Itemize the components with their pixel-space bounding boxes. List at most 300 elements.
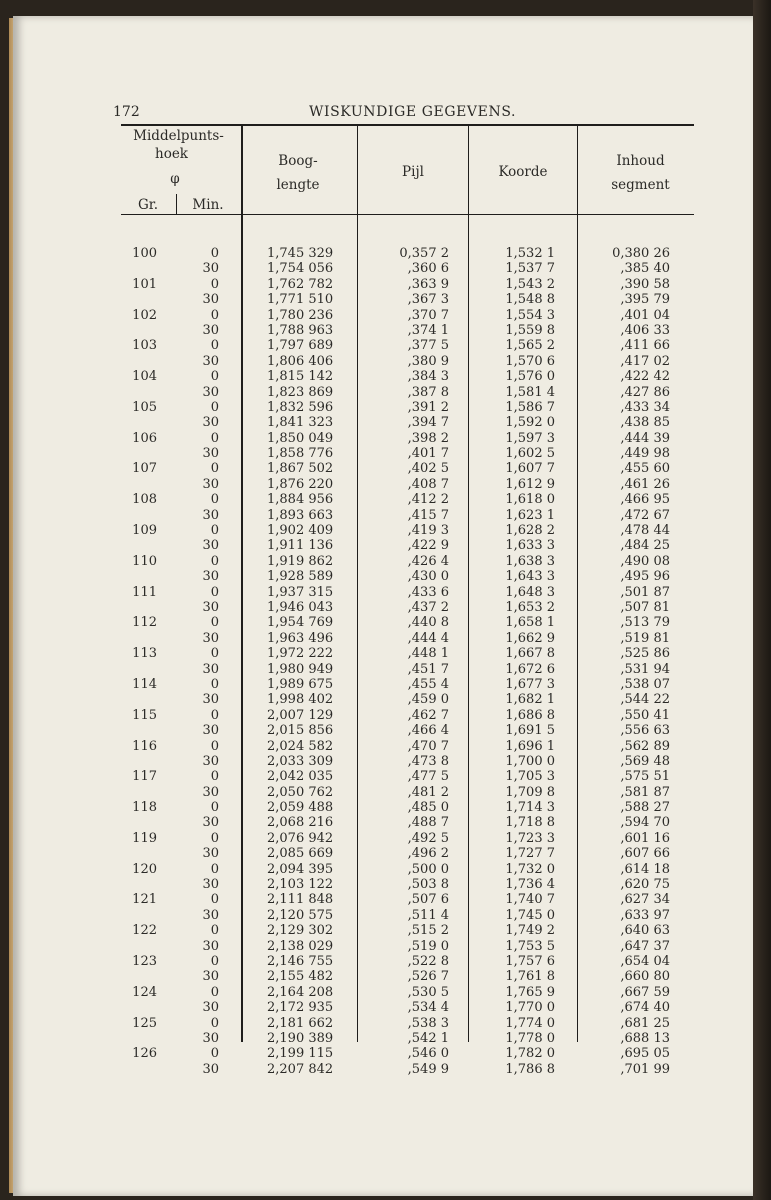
table-cell-min: 0 [210, 676, 219, 692]
table-cell-inhoud: ,544 22 [620, 692, 670, 708]
table-cell-koorde: 1,700 0 [505, 753, 555, 769]
table-cell-gr: 100 [132, 246, 157, 261]
table-cell-pijl: ,370 7 [407, 307, 449, 323]
table-cell-min: 0 [210, 523, 219, 539]
table-cell-boog: 2,138 029 [267, 938, 334, 954]
table-cell-boog: 2,033 309 [267, 753, 334, 769]
table-cell-pijl: ,496 2 [407, 846, 449, 862]
table-cell-inhoud: ,411 66 [620, 338, 670, 354]
table-cell-inhoud: ,550 41 [620, 707, 670, 723]
page [13, 16, 753, 1196]
table-cell-inhoud: 0,380 26 [612, 246, 670, 261]
table-cell-inhoud: ,519 81 [620, 630, 670, 646]
table-cell-gr: 117 [132, 769, 157, 785]
table-cell-koorde: 1,765 9 [505, 984, 555, 1000]
table-cell-boog: 2,085 669 [267, 846, 334, 862]
table-cell-koorde: 1,597 3 [505, 430, 555, 446]
table-cell-pijl: ,433 6 [407, 584, 449, 600]
table-cell-inhoud: ,633 97 [620, 907, 670, 923]
table-cell-min: 30 [202, 907, 219, 923]
table-cell-min: 0 [210, 246, 219, 261]
table-cell-koorde: 1,736 4 [505, 877, 555, 893]
table-cell-koorde: 1,691 5 [505, 723, 555, 739]
table-cell-gr [121, 754, 157, 769]
table-cell-pijl: 0,357 2 [399, 246, 449, 261]
table-cell-koorde: 1,607 7 [505, 461, 555, 477]
header-phi: φ [170, 171, 180, 187]
table-cell-gr: 101 [132, 276, 157, 292]
table-cell-pijl: ,459 0 [407, 692, 449, 708]
table-cell-koorde: 1,623 1 [505, 507, 555, 523]
table-cell-min: 0 [210, 923, 219, 939]
table-cell-min: 0 [210, 769, 219, 785]
table-cell-inhoud: ,501 87 [620, 584, 670, 600]
table-cell-gr: 114 [132, 676, 157, 692]
table-cell-pijl: ,422 9 [407, 538, 449, 554]
table-cell-inhoud: ,660 80 [620, 969, 670, 985]
table-cell-koorde: 1,633 3 [505, 538, 555, 554]
table-cell-boog: 1,788 963 [267, 322, 334, 338]
table-cell-koorde: 1,643 3 [505, 569, 555, 585]
table-cell-inhoud: ,569 48 [620, 753, 670, 769]
table-cell-pijl: ,534 4 [407, 1000, 449, 1016]
table-cell-boog: 1,841 323 [267, 415, 334, 431]
table-cell-koorde: 1,727 7 [505, 846, 555, 862]
table-cell-inhoud: ,531 94 [620, 661, 670, 677]
table-cell-pijl: ,492 5 [407, 830, 449, 846]
table-cell-pijl: ,401 7 [407, 446, 449, 462]
table-cell-pijl: ,402 5 [407, 461, 449, 477]
table-cell-inhoud: ,395 79 [620, 292, 670, 308]
table-cell-koorde: 1,778 0 [505, 1030, 555, 1046]
header-inhoud-line2: segment [611, 177, 670, 193]
table-cell-gr: 119 [132, 830, 157, 846]
table-cell-gr: 102 [132, 307, 157, 323]
table-cell-boog: 2,146 755 [267, 953, 334, 969]
table-cell-koorde: 1,565 2 [505, 338, 555, 354]
table-cell-inhoud: ,588 27 [620, 800, 670, 816]
table-cell-gr: 112 [132, 615, 157, 631]
table-cell-inhoud: ,647 37 [620, 938, 670, 954]
table-cell-min: 30 [202, 446, 219, 462]
table-cell-boog: 1,893 663 [267, 507, 334, 523]
table-cell-koorde: 1,554 3 [505, 307, 555, 323]
table-cell-gr: 110 [132, 553, 157, 569]
table-cell-boog: 2,103 122 [267, 877, 334, 893]
table-cell-pijl: ,526 7 [407, 969, 449, 985]
table-cell-boog: 1,954 769 [267, 615, 334, 631]
table-cell-min: 30 [202, 292, 219, 308]
header-boog [253, 149, 343, 197]
table-cell-pijl: ,391 2 [407, 399, 449, 415]
column-boog [267, 246, 361, 1077]
table-cell-boog: 1,780 236 [267, 307, 334, 323]
table-cell-inhoud: ,575 51 [620, 769, 670, 785]
table-cell-boog: 1,771 510 [267, 292, 334, 308]
table-cell-pijl: ,377 5 [407, 338, 449, 354]
table-cell-pijl: ,367 3 [407, 292, 449, 308]
table-cell-inhoud: ,562 89 [620, 738, 670, 754]
table-cell-min: 0 [210, 984, 219, 1000]
header-middelpunt [116, 127, 241, 163]
table-cell-pijl: ,398 2 [407, 430, 449, 446]
table-cell-min: 30 [202, 1030, 219, 1046]
table-cell-koorde: 1,548 8 [505, 292, 555, 308]
table-cell-koorde: 1,761 8 [505, 969, 555, 985]
table-cell-inhoud: ,438 85 [620, 415, 670, 431]
table-cell-inhoud: ,674 40 [620, 1000, 670, 1016]
header-boog-line1: Boog- [278, 153, 318, 169]
table-cell-koorde: 1,543 2 [505, 276, 555, 292]
top-rule [121, 124, 694, 126]
table-cell-koorde: 1,686 8 [505, 707, 555, 723]
table-cell-pijl: ,477 5 [407, 769, 449, 785]
table-cell-boog: 2,181 662 [267, 1015, 334, 1031]
table-cell-koorde: 1,648 3 [505, 584, 555, 600]
table-cell-pijl: ,360 6 [407, 261, 449, 277]
table-cell-min: 30 [202, 1061, 219, 1077]
table-cell-inhoud: ,701 99 [620, 1061, 670, 1077]
table-cell-inhoud: ,667 59 [620, 984, 670, 1000]
table-cell-inhoud: ,681 25 [620, 1015, 670, 1031]
table-cell-boog: 1,867 502 [267, 461, 334, 477]
table-cell-inhoud: ,427 86 [620, 384, 670, 400]
table-cell-pijl: ,538 3 [407, 1015, 449, 1031]
table-cell-boog: 2,059 488 [267, 800, 334, 816]
table-cell-pijl: ,470 7 [407, 738, 449, 754]
table-cell-koorde: 1,592 0 [505, 415, 555, 431]
table-cell-pijl: ,519 0 [407, 938, 449, 954]
table-cell-boog: 1,963 496 [267, 630, 334, 646]
table-cell-inhoud: ,478 44 [620, 523, 670, 539]
table-cell-gr: 116 [132, 738, 157, 754]
table-cell-gr: 109 [132, 523, 157, 539]
table-cell-boog: 1,989 675 [267, 676, 334, 692]
table-cell-gr [121, 354, 157, 369]
table-cell-gr: 123 [132, 953, 157, 969]
table-cell-min: 30 [202, 1000, 219, 1016]
table-cell-pijl: ,549 9 [407, 1061, 449, 1077]
table-cell-boog: 2,120 575 [267, 907, 334, 923]
table-cell-boog: 1,998 402 [267, 692, 334, 708]
table-cell-koorde: 1,677 3 [505, 676, 555, 692]
table-cell-gr [121, 631, 157, 646]
table-cell-koorde: 1,718 8 [505, 815, 555, 831]
table-cell-gr [121, 569, 157, 584]
table-cell-min: 30 [202, 507, 219, 523]
table-cell-boog: 2,190 389 [267, 1030, 334, 1046]
table-cell-min: 30 [202, 322, 219, 338]
table-cell-pijl: ,374 1 [407, 322, 449, 338]
table-cell-pijl: ,462 7 [407, 707, 449, 723]
table-cell-inhoud: ,507 81 [620, 599, 670, 615]
table-cell-boog: 1,902 409 [267, 523, 334, 539]
page-header [13, 104, 753, 126]
table-cell-pijl: ,488 7 [407, 815, 449, 831]
table-cell-boog: 1,876 220 [267, 476, 334, 492]
table-cell-inhoud: ,525 86 [620, 646, 670, 662]
table-cell-koorde: 1,537 7 [505, 261, 555, 277]
table-cell-pijl: ,451 7 [407, 661, 449, 677]
table-cell-min: 0 [210, 461, 219, 477]
table-cell-gr [121, 815, 157, 830]
table-cell-inhoud: ,556 63 [620, 723, 670, 739]
table-cell-boog: 1,946 043 [267, 599, 334, 615]
table-cell-min: 0 [210, 646, 219, 662]
table-cell-koorde: 1,705 3 [505, 769, 555, 785]
table-cell-min: 0 [210, 276, 219, 292]
table-cell-min: 30 [202, 476, 219, 492]
header-pijl: Pijl [402, 164, 424, 180]
table-cell-gr [121, 939, 157, 954]
table-cell-koorde: 1,749 2 [505, 923, 555, 939]
table-cell-inhoud: ,601 16 [620, 830, 670, 846]
table-cell-pijl: ,412 2 [407, 492, 449, 508]
table-cell-min: 0 [210, 492, 219, 508]
table-cell-inhoud: ,620 75 [620, 877, 670, 893]
table-cell-gr [121, 662, 157, 677]
table-cell-boog: 2,164 208 [267, 984, 334, 1000]
table-cell-inhoud: ,484 25 [620, 538, 670, 554]
table-cell-inhoud: ,688 13 [620, 1030, 670, 1046]
table-cell-gr [121, 538, 157, 553]
table-cell-min: 30 [202, 599, 219, 615]
table-cell-koorde: 1,745 0 [505, 907, 555, 923]
table-cell-gr [121, 415, 157, 430]
table-cell-min: 0 [210, 430, 219, 446]
header-inhoud [588, 149, 693, 197]
table-cell-pijl: ,415 7 [407, 507, 449, 523]
table-cell-gr: 113 [132, 646, 157, 662]
table-cell-koorde: 1,586 7 [505, 399, 555, 415]
table-cell-min: 0 [210, 338, 219, 354]
table-cell-min: 0 [210, 584, 219, 600]
table-cell-koorde: 1,740 7 [505, 892, 555, 908]
table-cell-inhoud: ,594 70 [620, 815, 670, 831]
table-cell-min: 30 [202, 538, 219, 554]
table-cell-koorde: 1,753 5 [505, 938, 555, 954]
table-cell-gr [121, 446, 157, 461]
table-cell-koorde: 1,696 1 [505, 738, 555, 754]
table-cell-gr [121, 969, 157, 984]
table-cell-pijl: ,530 5 [407, 984, 449, 1000]
table-cell-gr [121, 877, 157, 892]
table-cell-pijl: ,363 9 [407, 276, 449, 292]
table-cell-gr [121, 477, 157, 492]
header-koorde: Koorde [498, 164, 548, 180]
table-cell-pijl: ,394 7 [407, 415, 449, 431]
table-cell-boog: 1,928 589 [267, 569, 334, 585]
table-cell-koorde: 1,576 0 [505, 369, 555, 385]
table-cell-inhoud: ,513 79 [620, 615, 670, 631]
table-cell-gr [121, 785, 157, 800]
table-cell-gr: 115 [132, 707, 157, 723]
divider-pijl-koorde [468, 125, 469, 1042]
table-cell-inhoud: ,495 96 [620, 569, 670, 585]
table-cell-min: 30 [202, 815, 219, 831]
table-cell-koorde: 1,770 0 [505, 1000, 555, 1016]
column-min [181, 246, 219, 1077]
table-cell-gr: 122 [132, 923, 157, 939]
table-cell-pijl: ,419 3 [407, 523, 449, 539]
table-cell-boog: 1,823 869 [267, 384, 334, 400]
table-cell-pijl: ,380 9 [407, 353, 449, 369]
header-middelpunt-line2: hoek [155, 146, 188, 162]
table-cell-min: 0 [210, 307, 219, 323]
table-cell-gr [121, 723, 157, 738]
table-cell-pijl: ,542 1 [407, 1030, 449, 1046]
table-cell-min: 30 [202, 723, 219, 739]
table-cell-gr [121, 1031, 157, 1046]
table-cell-gr: 103 [132, 338, 157, 354]
table-cell-boog: 1,762 782 [267, 276, 334, 292]
table-cell-pijl: ,481 2 [407, 784, 449, 800]
table-cell-gr: 111 [132, 584, 157, 600]
table-cell-gr [121, 385, 157, 400]
table-cell-inhoud: ,385 40 [620, 261, 670, 277]
table-cell-boog: 2,015 856 [267, 723, 334, 739]
table-cell-gr [121, 292, 157, 307]
table-cell-gr [121, 600, 157, 615]
table-cell-koorde: 1,786 8 [505, 1061, 555, 1077]
table-cell-inhoud: ,695 05 [620, 1046, 670, 1062]
table-cell-gr [121, 908, 157, 923]
table-cell-min: 30 [202, 630, 219, 646]
table-cell-min: 30 [202, 877, 219, 893]
table-cell-inhoud: ,581 87 [620, 784, 670, 800]
table-cell-pijl: ,485 0 [407, 800, 449, 816]
header-min: Min. [192, 197, 224, 213]
table-cell-koorde: 1,682 1 [505, 692, 555, 708]
table-cell-koorde: 1,714 3 [505, 800, 555, 816]
table-cell-boog: 2,050 762 [267, 784, 334, 800]
table-cell-gr [121, 261, 157, 276]
table-cell-koorde: 1,672 6 [505, 661, 555, 677]
table-cell-boog: 1,806 406 [267, 353, 334, 369]
table-cell-boog: 2,111 848 [267, 892, 334, 908]
table-cell-min: 30 [202, 661, 219, 677]
table-cell-gr [121, 1062, 157, 1077]
table-cell-pijl: ,500 0 [407, 861, 449, 877]
table-cell-koorde: 1,732 0 [505, 861, 555, 877]
table-cell-gr: 105 [132, 399, 157, 415]
column-inhoud [588, 246, 670, 1077]
table-cell-min: 0 [210, 399, 219, 415]
table-cell-inhoud: ,538 07 [620, 676, 670, 692]
table-cell-koorde: 1,532 1 [505, 246, 555, 261]
table-cell-min: 30 [202, 569, 219, 585]
table-cell-gr: 108 [132, 492, 157, 508]
table-cell-pijl: ,437 2 [407, 599, 449, 615]
table-cell-gr: 106 [132, 430, 157, 446]
table-cell-inhoud: ,607 66 [620, 846, 670, 862]
table-cell-gr [121, 692, 157, 707]
table-cell-koorde: 1,559 8 [505, 322, 555, 338]
table-cell-boog: 1,980 949 [267, 661, 334, 677]
table-cell-koorde: 1,723 3 [505, 830, 555, 846]
table-cell-koorde: 1,581 4 [505, 384, 555, 400]
table-cell-min: 30 [202, 753, 219, 769]
table-cell-boog: 1,911 136 [267, 538, 334, 554]
table-cell-koorde: 1,618 0 [505, 492, 555, 508]
table-cell-min: 0 [210, 1046, 219, 1062]
table-cell-inhoud: ,422 42 [620, 369, 670, 385]
table-cell-boog: 1,754 056 [267, 261, 334, 277]
header-gr: Gr. [137, 197, 159, 213]
divider-angle-boog [241, 125, 243, 1042]
header-middelpunt-line1: Middelpunts- [133, 128, 224, 144]
table-cell-pijl: ,522 8 [407, 953, 449, 969]
table-cell-boog: 1,797 689 [267, 338, 334, 354]
table-cell-pijl: ,440 8 [407, 615, 449, 631]
table-cell-boog: 2,094 395 [267, 861, 334, 877]
table-cell-boog: 1,858 776 [267, 446, 334, 462]
table-cell-min: 30 [202, 415, 219, 431]
table-cell-boog: 2,068 216 [267, 815, 334, 831]
table-cell-koorde: 1,628 2 [505, 523, 555, 539]
table-cell-min: 0 [210, 1015, 219, 1031]
table-cell-inhoud: ,640 63 [620, 923, 670, 939]
table-cell-min: 30 [202, 353, 219, 369]
column-koorde [483, 246, 555, 1077]
table-cell-koorde: 1,782 0 [505, 1046, 555, 1062]
table-cell-koorde: 1,612 9 [505, 476, 555, 492]
table-cell-boog: 1,745 329 [267, 246, 334, 261]
table-cell-pijl: ,507 6 [407, 892, 449, 908]
table-cell-pijl: ,384 3 [407, 369, 449, 385]
table-cell-min: 30 [202, 846, 219, 862]
column-gr [121, 246, 157, 1077]
table-cell-min: 0 [210, 553, 219, 569]
table-cell-gr: 118 [132, 800, 157, 816]
table-cell-pijl: ,444 4 [407, 630, 449, 646]
table-cell-min: 30 [202, 692, 219, 708]
table-cell-pijl: ,448 1 [407, 646, 449, 662]
table-cell-boog: 1,884 956 [267, 492, 334, 508]
table-cell-gr: 124 [132, 984, 157, 1000]
table-cell-boog: 2,172 935 [267, 1000, 334, 1016]
divider-koorde-inhoud [577, 125, 578, 1042]
table-cell-min: 30 [202, 969, 219, 985]
table-cell-boog: 2,207 842 [267, 1061, 334, 1077]
table-cell-inhoud: ,614 18 [620, 861, 670, 877]
table-cell-inhoud: ,627 34 [620, 892, 670, 908]
header-boog-line2: lengte [276, 177, 320, 193]
table-cell-gr: 126 [132, 1046, 157, 1062]
page-number: 172 [113, 104, 140, 120]
table-cell-boog: 2,199 115 [267, 1046, 334, 1062]
table-cell-koorde: 1,667 8 [505, 646, 555, 662]
table-cell-gr: 125 [132, 1015, 157, 1031]
table-cell-min: 0 [210, 800, 219, 816]
table-cell-boog: 1,850 049 [267, 430, 334, 446]
table-cell-boog: 2,076 942 [267, 830, 334, 846]
table-cell-koorde: 1,757 6 [505, 953, 555, 969]
column-pijl [373, 246, 449, 1077]
table-cell-boog: 1,815 142 [267, 369, 334, 385]
table-cell-koorde: 1,658 1 [505, 615, 555, 631]
table-cell-min: 0 [210, 369, 219, 385]
table-cell-gr [121, 323, 157, 338]
table-cell-boog: 1,972 222 [267, 646, 334, 662]
table-cell-boog: 2,024 582 [267, 738, 334, 754]
table-cell-boog: 2,129 302 [267, 923, 334, 939]
table-cell-boog: 2,155 482 [267, 969, 334, 985]
table-cell-inhoud: ,654 04 [620, 953, 670, 969]
table-cell-min: 30 [202, 384, 219, 400]
table-cell-pijl: ,387 8 [407, 384, 449, 400]
table-cell-inhoud: ,417 02 [620, 353, 670, 369]
